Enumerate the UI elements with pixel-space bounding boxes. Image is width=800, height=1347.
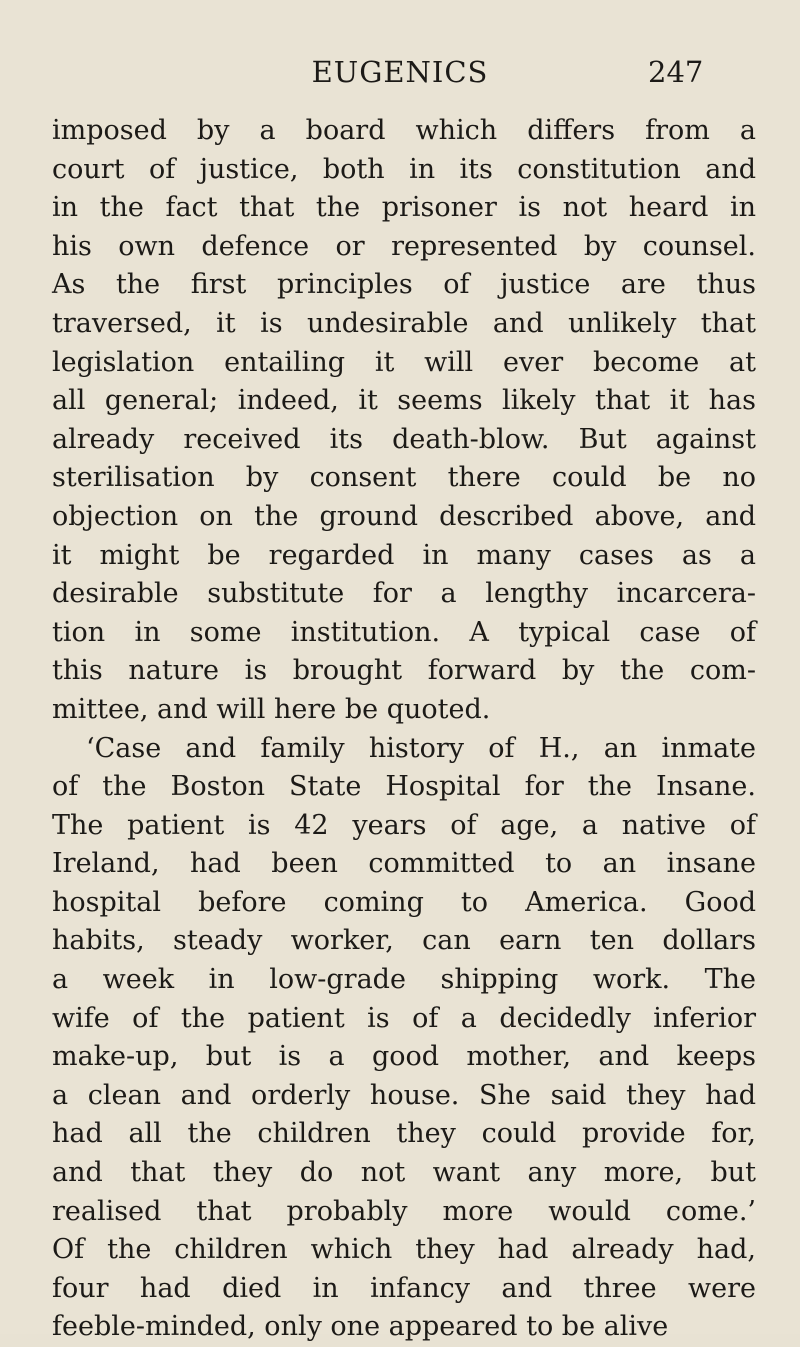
text-line: objection on the ground described above, and [52, 500, 756, 532]
text-line: hospital before coming to America. Good [52, 886, 756, 918]
text-line: four had died in infancy and three were [52, 1272, 756, 1304]
text-line: traversed, it is undesirable and unlikely that [52, 307, 756, 339]
text-line: make-up, but is a good mother, and keeps [52, 1041, 756, 1073]
text-line: a clean and orderly house. She said they had [52, 1079, 756, 1111]
text-line: wife of the patient is of a decidedly inferior [52, 1002, 756, 1034]
text-line: court of justice, both in its constitution and [52, 153, 756, 185]
text-line: of the Boston State Hospital for the Insane. [52, 771, 756, 803]
text-line: all general; indeed, it seems likely that it has [52, 385, 756, 417]
page-header [0, 55, 800, 99]
running-title: EUGENICS [311, 55, 489, 89]
text-line: feeble-minded, only one appeared to be alive [52, 1311, 669, 1343]
text-line: legislation entailing it will ever become at [52, 346, 756, 378]
text-line: this nature is brought forward by the com- [52, 655, 756, 687]
text-line: desirable substitute for a lengthy incarcera- [52, 578, 756, 610]
text-line: habits, steady worker, can earn ten dollars [52, 925, 756, 957]
text-line: a week in low-grade shipping work. The [52, 964, 756, 996]
paragraph-end-line: mittee, and will here be quoted. [52, 693, 491, 725]
text-line: had all the children they could provide for, [52, 1118, 756, 1150]
text-line: Of the children which they had already had, [52, 1234, 756, 1266]
body-text [52, 112, 756, 1347]
text-line: realised that probably more would come.’ [52, 1195, 756, 1227]
text-line: sterilisation by consent there could be no [52, 462, 756, 494]
text-line: imposed by a board which differs from a [52, 115, 756, 146]
text-line: already received its death-blow. But against [52, 423, 756, 455]
text-line: The patient is 42 years of age, a native of [52, 809, 756, 841]
text-line: and that they do not want any more, but [52, 1157, 756, 1189]
text-line: Ireland, had been committed to an insane [52, 848, 756, 880]
text-line: tion in some institution. A typical case of [52, 616, 756, 648]
text-line: As the first principles of justice are thus [52, 269, 756, 301]
page-number: 247 [648, 55, 704, 89]
quote-start-line: ‘Case and family history of H., an inmate [86, 732, 756, 764]
text-line: it might be regarded in many cases as a [52, 539, 756, 571]
text-line: in the fact that the prisoner is not heard in [52, 192, 756, 224]
text-line: his own defence or represented by counsel. [52, 230, 756, 262]
